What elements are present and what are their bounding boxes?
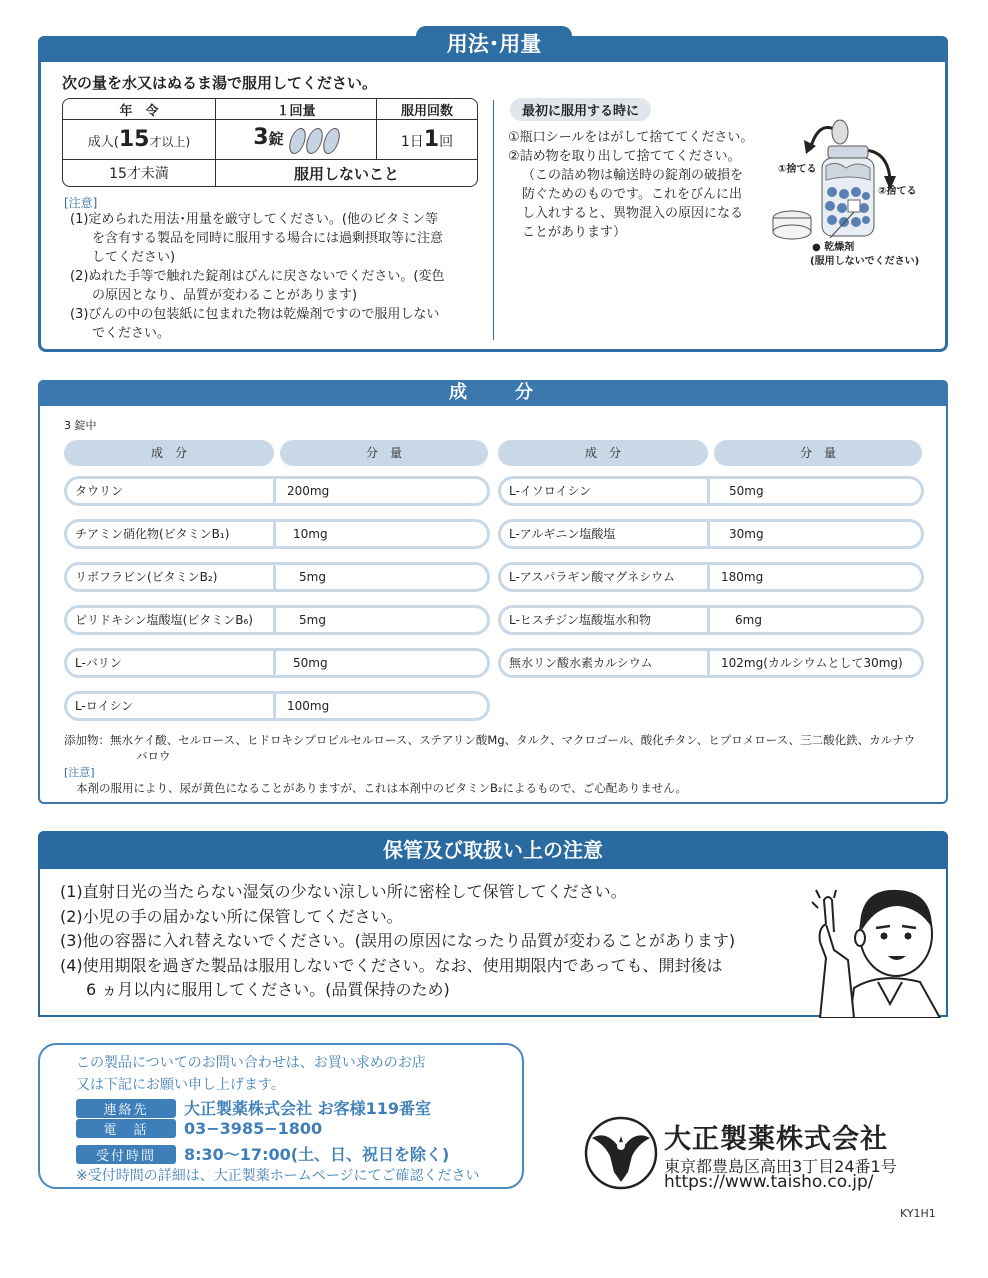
- right-col-name-header: 成 分: [498, 440, 708, 466]
- bottle-diagram: [770, 110, 940, 280]
- company-name: 大正製薬株式会社: [664, 1124, 888, 1155]
- ingredient-row: リボフラビン(ビタミンB₂) 5mg: [64, 562, 490, 592]
- ingredient-row: L-イソロイシン 50mg: [498, 476, 924, 506]
- ingredients-title: 成 分: [38, 380, 948, 406]
- desiccant-note: (服用しないでください): [810, 256, 920, 267]
- tablet-icon: [320, 128, 342, 154]
- ingredient-row: チアミン硝化物(ビタミンB₁) 10mg: [64, 519, 490, 549]
- ingredient-row: L-ヒスチジン塩酸塩水和物 6mg: [498, 605, 924, 635]
- left-col-name-header: 成 分: [64, 440, 274, 466]
- header-age: 年 令: [63, 99, 216, 120]
- dosage-title: 用法･用量: [416, 26, 572, 62]
- pharmacist-illustration: [790, 872, 946, 1018]
- adult-age-cell: 成人(15才以上): [63, 120, 216, 160]
- ingredient-row: タウリン 200mg: [64, 476, 490, 506]
- contact-row-phone: 電 話 03−3985−1800: [76, 1119, 322, 1138]
- first-use-title: 最初に服用する時に: [510, 98, 651, 121]
- minor-dose-cell: 服用しないこと: [293, 164, 399, 183]
- company-address: 東京都豊島区高田3丁目24番1号: [664, 1157, 897, 1176]
- dosage-intro: 次の量を水又はぬるま湯で服用してください。: [62, 74, 378, 92]
- ingredient-row: L-アルギニン塩酸塩 30mg: [498, 519, 924, 549]
- discard-label-2: ②捨てる: [878, 186, 917, 197]
- tablet-icon: [286, 128, 308, 154]
- adult-frequency-cell: 1日1回: [377, 120, 477, 160]
- contact-row-hours: 受付時間 8:30〜17:00(土、日、祝日を除く): [76, 1142, 449, 1165]
- ingredients-note: 本剤の服用により、尿が黄色になることがありますが、これは本剤中のビタミンB₂によるもので、ご心配ありません。: [76, 781, 687, 795]
- tablet-icon: [303, 128, 325, 154]
- left-col-amount-header: 分 量: [280, 440, 488, 466]
- ingredients-per: 3 錠中: [64, 419, 97, 432]
- adult-dose-cell: 3錠: [216, 120, 377, 160]
- ingredient-row: ピリドキシン塩酸塩(ビタミンB₆) 5mg: [64, 605, 490, 635]
- right-col-amount-header: 分 量: [714, 440, 922, 466]
- company-logo: [584, 1116, 658, 1190]
- discard-label-1: ①捨てる: [778, 164, 817, 175]
- contact-row-company: 連絡先 大正製薬株式会社 お客様119番室: [76, 1096, 431, 1119]
- ingredient-row: 無水リン酸水素カルシウム 102mg(カルシウムとして30mg): [498, 648, 924, 678]
- company-url[interactable]: https://www.taisho.co.jp/: [664, 1172, 874, 1192]
- first-use-instructions: ①瓶口シールをはがして捨ててください。 ②詰め物を取り出して捨ててください。 （この詰め物は輸送時の錠剤の破損を 防ぐためのものです。これをびんに出 し入れすると、異物混入の原因になる ことがあります）: [508, 130, 754, 240]
- dosage-notes: (1)定められた用法･用量を厳守してください。(他のビタミン等 を含有する製品を同時に服用する場合には過剰摂取等に注意 してください) (2)ぬれた手等で触れた錠剤はびんに戻さないでください。(変色 の原因となり、品質が変わることがあります) (3)びんの中の包装紙に包まれた物は乾燥剤ですので服用しない でください。: [70, 212, 445, 341]
- additives: 添加物：無水ケイ酸、セルロース、ヒドロキシプロピルセルロース、ステアリン酸Mg、タルク、マクロゴール、酸化チタン、ヒプロメロース、三二酸化鉄、カルナウ バロウ: [64, 733, 916, 763]
- ingredient-row: L-ロイシン 100mg: [64, 691, 490, 721]
- storage-notes: (1)直射日光の当たらない湿気の少ない涼しい所に密栓して保管してください。 (2)小児の手の届かない所に保管してください。 (3)他の容器に入れ替えないでください。(誤用の原因になったり品質が変わることがあります) (4)使用期限を過ぎた製品は服用しないでください。なお、使用期限内であっても、開封後は 6 ヵ月以内に服用してください。(品質保持のため): [60, 882, 736, 999]
- product-code: KY1H1: [900, 1207, 936, 1220]
- ingredient-row: L-バリン 50mg: [64, 648, 490, 678]
- dosage-note-head: [注意]: [64, 196, 98, 210]
- minor-age-cell: 15才未満: [63, 160, 216, 186]
- header-frequency: 服用回数: [377, 99, 477, 120]
- contact-line-2: 又は下記にお願い申し上げます。: [76, 1077, 285, 1093]
- contact-line-1: この製品についてのお問い合わせは、お買い求めのお店: [76, 1055, 426, 1071]
- header-dose: １回量: [216, 99, 377, 120]
- dosage-divider: [493, 100, 494, 340]
- desiccant-label: ● 乾燥剤: [812, 242, 855, 253]
- ingredients-note-head: [注意]: [64, 766, 95, 779]
- eagle-logo-icon: [584, 1116, 658, 1190]
- ingredient-row: L-アスパラギン酸マグネシウム 180mg: [498, 562, 924, 592]
- pharmacist-icon: [790, 872, 946, 1018]
- dosage-table: [62, 98, 478, 187]
- contact-footnote: ※受付時間の詳細は、大正製薬ホームページにてご確認ください: [76, 1168, 480, 1184]
- storage-title: 保管及び取扱い上の注意: [38, 831, 948, 869]
